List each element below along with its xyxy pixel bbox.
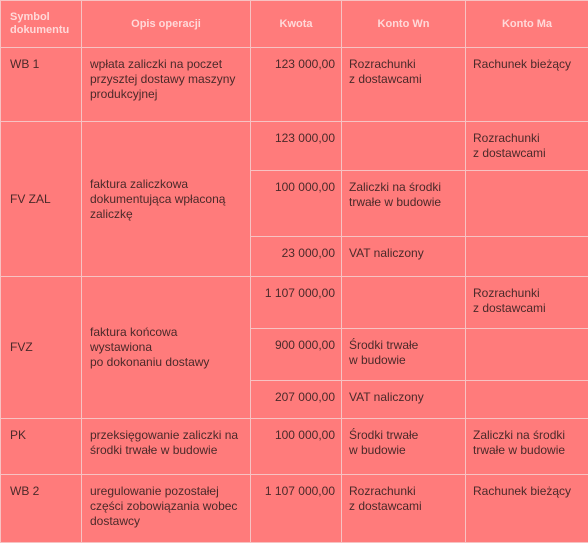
table-row-wb2 (1, 475, 588, 543)
table-row-wb1 (1, 48, 588, 122)
debit-account-cell: Środki trwałe w budowie (342, 419, 466, 475)
symbol-cell: PK (1, 419, 82, 475)
table-row-pk (1, 419, 588, 475)
debit-account-cell: VAT naliczony (342, 381, 466, 419)
debit-account-cell: VAT naliczony (342, 237, 466, 277)
amount-cell: 100 000,00 (251, 419, 342, 475)
amount-cell: 1 107 000,00 (251, 277, 342, 329)
description-cell: faktura końcowa wystawiona po dokonaniu dostawy (82, 277, 251, 419)
table-row-fvz-1 (1, 277, 588, 329)
credit-account-cell: Rozrachunki z dostawcami (466, 277, 588, 329)
symbol-cell: FV ZAL (1, 122, 82, 277)
amount-cell: 123 000,00 (251, 122, 342, 171)
column-header-debit-account: Konto Wn (342, 1, 466, 48)
credit-account-cell (466, 381, 588, 419)
credit-account-cell (466, 237, 588, 277)
amount-cell: 207 000,00 (251, 381, 342, 419)
column-header-description: Opis operacji (82, 1, 251, 48)
debit-account-cell: Zaliczki na środki trwałe w budowie (342, 171, 466, 237)
symbol-cell: WB 1 (1, 48, 82, 122)
column-header-credit-account: Konto Ma (466, 1, 588, 48)
symbol-cell: WB 2 (1, 475, 82, 543)
amount-cell: 900 000,00 (251, 329, 342, 381)
amount-cell: 1 107 000,00 (251, 475, 342, 543)
description-cell: uregulowanie pozostałej części zobowiązania wobec dostawcy (82, 475, 251, 543)
debit-account-cell (342, 277, 466, 329)
table-row-fvzal-1 (1, 122, 588, 171)
credit-account-cell (466, 329, 588, 381)
debit-account-cell: Rozrachunki z dostawcami (342, 475, 466, 543)
description-cell: wpłata zaliczki na poczet przysztej dostawy maszyny produkcyjnej (82, 48, 251, 122)
credit-account-cell: Rachunek bieżący (466, 475, 588, 543)
amount-cell: 123 000,00 (251, 48, 342, 122)
credit-account-cell: Rachunek bieżący (466, 48, 588, 122)
credit-account-cell: Rozrachunki z dostawcami (466, 122, 588, 171)
description-cell: faktura zaliczkowa dokumentująca wpłaconą zaliczkę (82, 122, 251, 277)
debit-account-cell: Rozrachunki z dostawcami (342, 48, 466, 122)
credit-account-cell (466, 171, 588, 237)
credit-account-cell: Zaliczki na środki trwałe w budowie (466, 419, 588, 475)
column-header-symbol: Symbol dokumentu (1, 1, 82, 48)
description-cell: przeksięgowanie zaliczki na środki trwałe w budowie (82, 419, 251, 475)
column-header-amount: Kwota (251, 1, 342, 48)
header-row (1, 1, 588, 48)
amount-cell: 23 000,00 (251, 237, 342, 277)
symbol-cell: FVZ (1, 277, 82, 419)
debit-account-cell (342, 122, 466, 171)
debit-account-cell: Środki trwałe w budowie (342, 329, 466, 381)
amount-cell: 100 000,00 (251, 171, 342, 237)
